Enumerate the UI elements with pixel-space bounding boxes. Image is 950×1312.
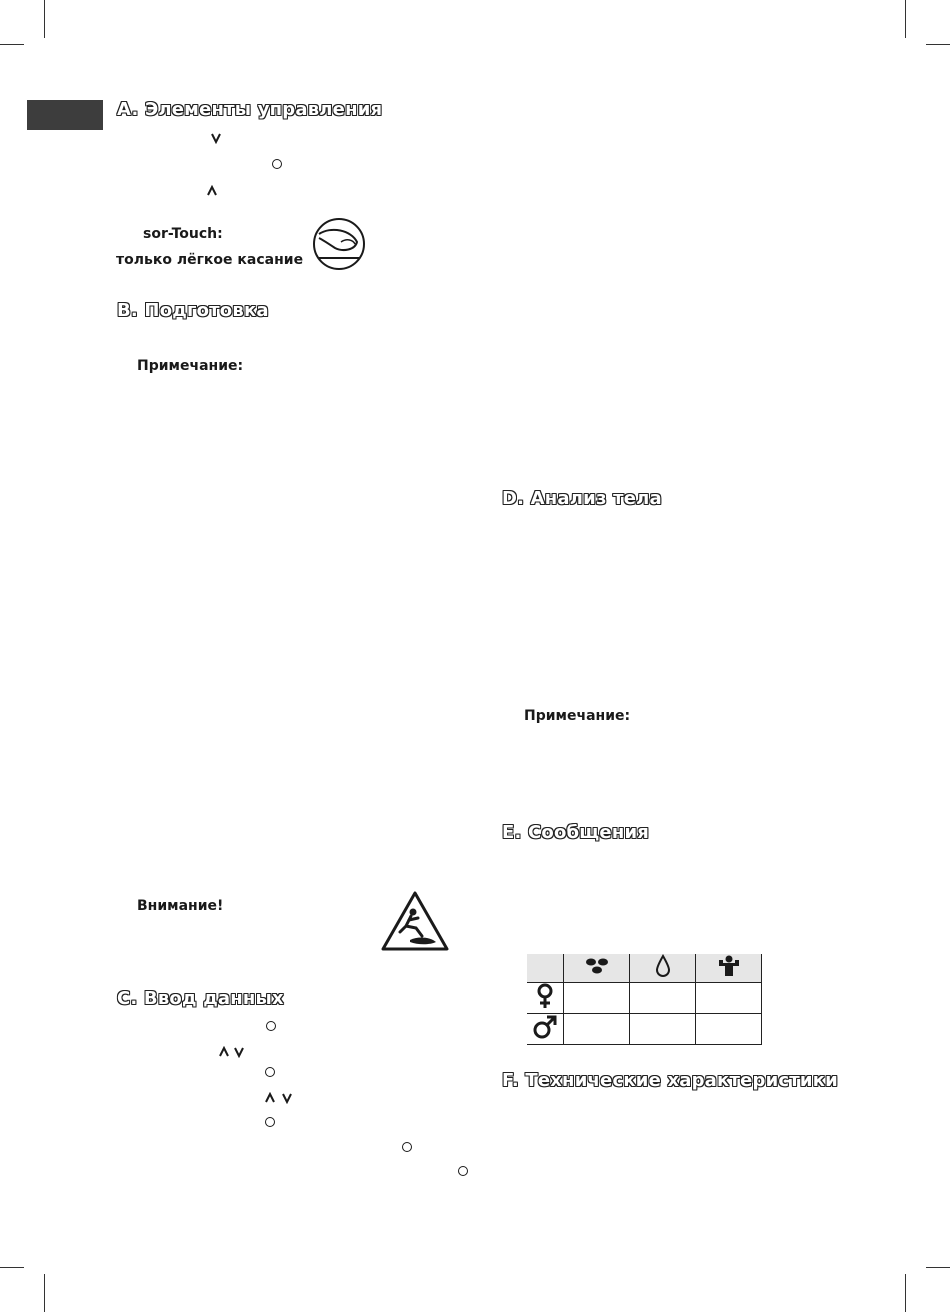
table-cell bbox=[696, 1014, 762, 1045]
down-arrow-icon bbox=[210, 132, 222, 144]
set-button-icon bbox=[402, 1142, 412, 1152]
table-row-icon-cell bbox=[527, 983, 564, 1014]
male-icon bbox=[532, 1014, 558, 1040]
table-cell bbox=[630, 983, 696, 1014]
crop-mark bbox=[905, 0, 906, 38]
message-table bbox=[527, 954, 762, 1045]
crop-mark bbox=[926, 1267, 950, 1268]
table-cell bbox=[564, 1014, 630, 1045]
table-cell bbox=[564, 983, 630, 1014]
table-row-icon-cell bbox=[527, 1014, 564, 1045]
crop-mark bbox=[0, 1267, 24, 1268]
crop-mark bbox=[44, 0, 45, 38]
set-button-icon bbox=[265, 1067, 275, 1077]
table-header-row bbox=[527, 954, 762, 983]
finger-touch-icon bbox=[311, 216, 367, 272]
slip-warning-icon bbox=[380, 890, 450, 952]
table-header-cell bbox=[564, 954, 630, 983]
section-f-heading: F. Технические характеристики bbox=[502, 1070, 838, 1091]
set-button-icon bbox=[265, 1117, 275, 1127]
down-arrow-icon bbox=[281, 1092, 293, 1104]
section-d-note: Примечание: bbox=[524, 708, 631, 724]
crop-mark bbox=[905, 1274, 906, 1312]
table-corner-cell bbox=[527, 954, 564, 983]
muscle-icon bbox=[716, 954, 742, 978]
sensor-touch-note: только лёгкое касание bbox=[116, 252, 304, 268]
fat-icon bbox=[584, 956, 610, 976]
section-b-heading: B. Подготовка bbox=[117, 300, 269, 321]
section-a-heading: A. Элементы управления bbox=[117, 99, 383, 120]
table-header-cell bbox=[630, 954, 696, 983]
table-cell bbox=[696, 983, 762, 1014]
set-button-icon bbox=[266, 1021, 276, 1031]
section-c-heading: C. Ввод данных bbox=[117, 988, 284, 1009]
up-arrow-icon bbox=[264, 1092, 276, 1104]
set-button-icon bbox=[272, 159, 282, 169]
section-d-heading: D. Анализ тела bbox=[502, 488, 662, 509]
section-b-note: Примечание: bbox=[137, 358, 244, 374]
section-b-warning: Внимание! bbox=[137, 898, 224, 914]
table-header-cell bbox=[696, 954, 762, 983]
female-icon bbox=[535, 983, 555, 1009]
table-cell bbox=[630, 1014, 696, 1045]
crop-mark bbox=[926, 44, 950, 45]
language-tab bbox=[27, 100, 103, 130]
crop-mark bbox=[0, 44, 24, 45]
set-button-icon bbox=[458, 1166, 468, 1176]
up-arrow-icon bbox=[206, 185, 218, 197]
up-arrow-icon bbox=[218, 1046, 230, 1058]
water-icon bbox=[655, 954, 671, 978]
table-row bbox=[527, 1014, 762, 1045]
down-arrow-icon bbox=[233, 1046, 245, 1058]
section-e-heading: E. Сообщения bbox=[502, 822, 650, 843]
crop-mark bbox=[44, 1274, 45, 1312]
table-row bbox=[527, 983, 762, 1014]
sensor-touch-label: sor-Touch: bbox=[143, 226, 223, 242]
